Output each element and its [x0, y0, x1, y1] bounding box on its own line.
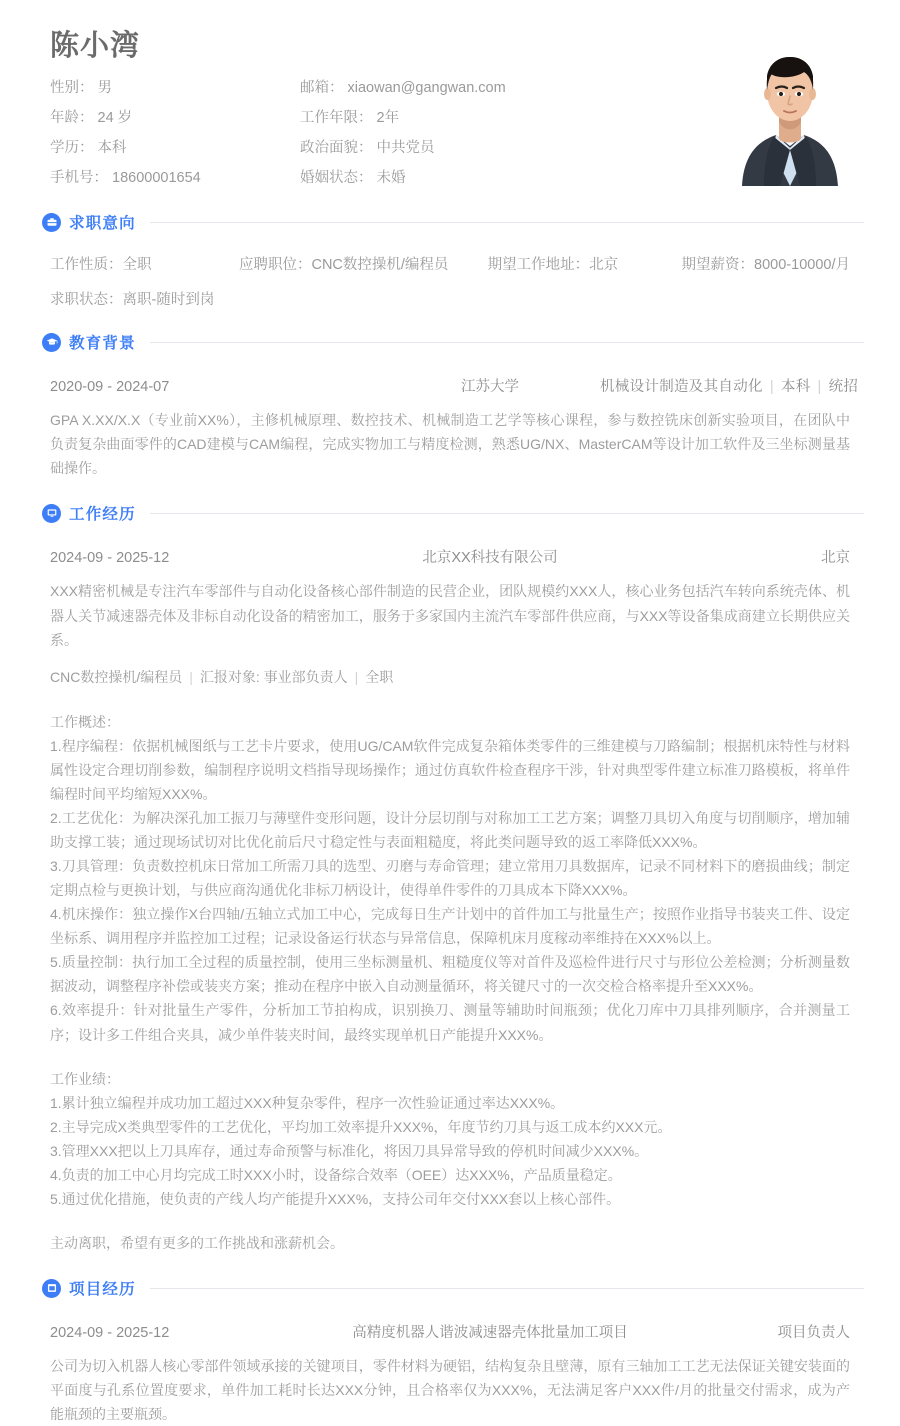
graduation-cap-icon: [42, 333, 61, 352]
education-major: 机械设计制造及其自动化: [600, 379, 763, 396]
divider: [150, 1288, 864, 1289]
section-header: [36, 331, 864, 353]
work-achievement-item: 4.负责的加工中心月均完成工时XXX小时，设备综合效率（OEE）达XXX%，产品质量稳定。: [50, 1166, 622, 1183]
project-entry-header: [50, 1321, 850, 1342]
field-experience: [300, 108, 610, 130]
meta-separator: |: [189, 668, 193, 685]
section-body: [36, 253, 864, 309]
field-gender: [50, 78, 300, 100]
field-job-seeking-status: [50, 288, 240, 309]
project-description: 公司为切入机器人核心零部件领域承接的关键项目，零件材料为硬铝，结构复杂且壁薄，原有三轴加工工艺无法保证关键安装面的平面度与孔系位置度要求，单件加工耗时长达XXX分钟，且合格率仅为XXX%，无法满足客户XXX件/月的批量交付需求，成为产能瓶颈的主要瓶颈。: [50, 1358, 850, 1423]
section-body: [36, 546, 864, 1255]
job-intention-row-1: [50, 253, 850, 274]
work-report-to: 汇报对象: 事业部负责人: [199, 668, 348, 685]
field-marital-status-label: 婚姻状态：: [300, 169, 373, 186]
work-closing-note: 主动离职，希望有更多的工作挑战和涨薪机会。: [50, 1235, 344, 1252]
section-title: 项目经历: [69, 1281, 136, 1299]
project-name: 高精度机器人谐波减速器壳体批量加工项目: [352, 1325, 628, 1342]
field-degree: [50, 138, 300, 160]
field-expected-salary: [682, 253, 850, 274]
education-description: GPA X.XX/X.X（专业前XX%），主修机械原理、数控技术、机械制造工艺学等核心课程，参与数控铣床创新实验项目，在团队中负责复杂曲面零件的CAD建模与CAM编程，完成实物加工与精度检测，熟悉UG/NX、MasterCAM等设计加工软件及三坐标测量基础操作。: [50, 412, 850, 477]
work-date: 2024-09 - 2025-12: [50, 550, 170, 567]
work-achievement-item: 1.累计独立编程并成功加工超过XXX种复杂零件，程序一次性验证通过率达XXX%。: [50, 1094, 565, 1111]
field-experience-label: 工作年限：: [300, 110, 373, 126]
field-job-type-label: 工作性质：: [50, 257, 123, 274]
work-achievement-block: [50, 1067, 850, 1211]
divider: [150, 222, 864, 223]
field-gender-label: 性别：: [50, 80, 94, 97]
field-experience-value: 2年: [376, 110, 400, 126]
basic-info-grid: [50, 78, 610, 189]
work-overview-item: 2.工艺优化：为解决深孔加工振刀与薄壁件变形问题，设计分层切削与对称加工工艺方案；调整刀具切入角度与切削顺序，增加辅助支撑工装；通过现场试切对比优化前后尺寸稳定性与表面粗糙度，将此类问题导致的返工率降低XXX%。: [50, 809, 850, 850]
education-meta: [600, 375, 859, 396]
field-email: [300, 78, 610, 100]
divider: [150, 342, 864, 343]
work-overview-item: 6.效率提升：针对批量生产零件，分析加工节拍构成，识别换刀、测量等辅助时间瓶颈；优化刀库中刀具排列顺序，合并测量工序；设计多工件组合夹具，减少单件装夹时间，最终实现单机日产能提升XXX%。: [50, 1002, 850, 1043]
section-job-intention: [36, 211, 864, 309]
work-overview-item: 5.质量控制：执行加工全过程的质量控制，使用三坐标测量机、粗糙度仪等对首件及巡检件进行尺寸与形位公差检测；分析测量数据波动，调整程序补偿或装夹方案；推动在程序中嵌入自动测量循环，将关键尺寸的一次交检合格率提升至XXX%。: [50, 954, 850, 995]
education-degree: 本科: [780, 379, 811, 396]
project-date: 2024-09 - 2025-12: [50, 1325, 170, 1342]
field-target-location-value: 北京: [589, 257, 619, 274]
field-job-type: [50, 253, 239, 274]
field-expected-salary-label: 期望薪资：: [681, 257, 755, 274]
section-work-experience: [36, 502, 864, 1255]
education-date: 2020-09 - 2024-07: [50, 379, 170, 396]
divider: [150, 513, 864, 514]
work-position-meta: [50, 666, 850, 690]
section-title: 工作经历: [69, 506, 136, 524]
section-header: [36, 211, 864, 233]
field-degree-label: 学历：: [50, 139, 94, 156]
field-marital-status: [300, 168, 610, 190]
field-target-location-label: 期望工作地址：: [487, 257, 590, 274]
meta-separator: |: [769, 379, 774, 396]
field-target-position-value: CNC数控操机/编程员: [311, 257, 449, 274]
field-age-value: 24 岁: [97, 110, 133, 126]
work-location: 北京: [821, 550, 850, 567]
field-degree-value: 本科: [97, 139, 127, 156]
work-overview-item: 1.程序编程：依据机械图纸与工艺卡片要求，使用UG/CAM软件完成复杂箱体类零件的三维建模与刀路编制；根据机床特性与材料属性设定合理切削参数，编制程序说明文档指导现场操作；通过仿真软件检查程序干涉，针对典型零件建立标准刀路模板，将单件编程时间平均缩短XXX%。: [50, 737, 850, 802]
section-body: [36, 375, 864, 480]
section-header: [36, 1277, 864, 1299]
work-achievement-item: 3.管理XXX把以上刀具库存，通过寿命预警与标准化，将因刀具异常导致的停机时间减少XXX%。: [50, 1142, 649, 1159]
education-school: 江苏大学: [461, 379, 519, 396]
section-body: [36, 1321, 864, 1426]
page-title: 陈小湾: [50, 30, 141, 62]
field-expected-salary-value: 8000-10000/月: [754, 257, 850, 274]
avatar: [730, 34, 850, 186]
work-overview-title: 工作概述：: [50, 713, 120, 730]
field-age-label: 年龄：: [50, 110, 94, 126]
work-position: CNC数控操机/编程员: [50, 668, 183, 685]
section-project-experience: [36, 1277, 864, 1426]
work-overview-item: 4.机床操作：独立操作X台四轴/五轴立式加工中心，完成每日生产计划中的首件加工与批量生产；按照作业指导书装夹工件、设定坐标系、调用程序并监控加工过程；记录设备运行状态与异常信息，保障机床月度稼动率维持在XXX%以上。: [50, 906, 850, 947]
work-overview-item: 3.刀具管理：负责数控机床日常加工所需刀具的选型、刃磨与寿命管理；建立常用刀具数据库，记录不同材料下的磨损曲线；制定定期点检与更换计划，与供应商沟通优化非标刀柄设计，使得单件零件的刀具成本下降XXX%。: [50, 857, 850, 899]
section-title: 教育背景: [69, 335, 136, 353]
job-intention-row-2: [50, 288, 850, 309]
field-marital-status-value: 未婚: [376, 169, 406, 186]
field-phone-value: 18600001654: [112, 169, 201, 186]
education-admission: 统招: [828, 379, 859, 396]
field-target-position-label: 应聘职位：: [238, 257, 312, 274]
field-email-label: 邮箱：: [300, 80, 344, 97]
work-achievement-item: 5.通过优化措施，使负责的产线人均产能提升XXX%，支持公司年交付XXX套以上核心部件。: [50, 1191, 621, 1207]
section-education: [36, 331, 864, 480]
field-age: [50, 108, 300, 130]
field-job-type-value: 全职: [122, 257, 152, 274]
field-job-seeking-status-label: 求职状态：: [50, 292, 123, 309]
work-entry-header: [50, 546, 850, 567]
work-overview-block: [50, 710, 850, 1047]
window-icon: [42, 1279, 61, 1298]
section-title: 求职意向: [69, 215, 136, 233]
field-gender-value: 男: [97, 80, 112, 97]
field-target-position: [239, 253, 488, 274]
work-company: 北京XX科技有限公司: [422, 550, 558, 567]
section-header: [36, 502, 864, 524]
meta-separator: |: [354, 668, 359, 685]
work-company-intro: XXX精密机械是专注汽车零部件与自动化设备核心部件制造的民营企业，团队规模约XXX人，核心业务包括汽车转向系统壳体、机器人关节减速器壳体及非标自动化设备的精密加工，服务于多家国内主流汽车零部件供应商，与XXX等设备集成商建立长期供应关系。: [50, 583, 850, 648]
field-political-status-value: 中共党员: [376, 139, 435, 156]
monitor-icon: [42, 504, 61, 523]
work-job-type: 全职: [365, 668, 394, 685]
field-political-status-label: 政治面貌：: [300, 139, 373, 156]
work-achievement-title: 工作业绩：: [50, 1070, 120, 1087]
meta-separator: |: [817, 379, 822, 396]
work-achievement-item: 2.主导完成X类典型零件的工艺优化，平均加工效率提升XXX%，年度节约刀具与返工成本约XXX元。: [50, 1118, 672, 1135]
field-political-status: [300, 138, 610, 160]
field-email-value: xiaowan@gangwan.com: [347, 80, 506, 97]
field-job-seeking-status-value: 离职-随时到岗: [122, 292, 215, 309]
project-role: 项目负责人: [777, 1325, 850, 1342]
profile-header: [36, 0, 864, 189]
briefcase-icon: [42, 213, 61, 232]
field-phone: [50, 168, 300, 190]
field-phone-label: 手机号：: [50, 169, 108, 186]
field-target-location: [488, 253, 682, 274]
education-entry-header: [50, 375, 859, 396]
